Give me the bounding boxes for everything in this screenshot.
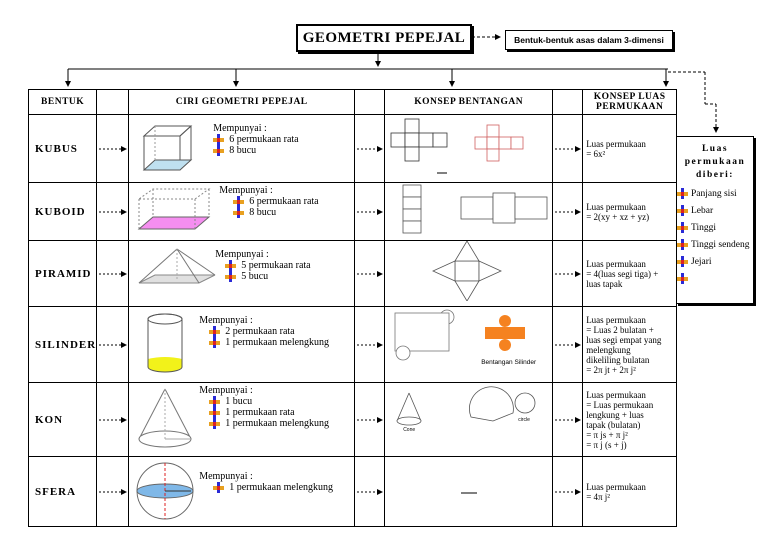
- dashed-arrow-icon: [555, 341, 581, 349]
- properties-cell: Mempunyai : 5 permukaan rata 5 bucu: [129, 241, 355, 307]
- bullet-icon: [213, 145, 225, 156]
- bullet-icon: [677, 273, 688, 284]
- dashed-arrow-icon: [555, 145, 581, 153]
- dashed-arrow-icon: [99, 145, 127, 153]
- cuboid-net: [385, 183, 551, 235]
- properties-cell: Mempunyai : 1 permukaan melengkung: [129, 457, 355, 527]
- cube-figure: [139, 122, 197, 174]
- bullet-icon: [233, 207, 245, 218]
- cylinder-figure: [143, 311, 187, 377]
- net-caption: circle: [518, 417, 530, 423]
- definition-box: Bentuk-bentuk asas dalam 3-dimensi: [505, 30, 673, 50]
- bullet-icon: [677, 205, 688, 216]
- shape-name: KUBUS: [29, 115, 97, 183]
- bullet-icon: [677, 239, 688, 250]
- bullet-icon: [209, 326, 221, 337]
- header-bentuk: BENTUK: [29, 90, 97, 115]
- list-item: Tinggi: [677, 222, 753, 237]
- header-bentangan: KONSEP BENTANGAN: [385, 90, 553, 115]
- header-luas: KONSEP LUAS PERMUKAAN: [583, 90, 677, 115]
- properties-cell: Mempunyai : 1 bucu 1 permukaan rata 1 permukaan melengkung: [129, 383, 355, 457]
- surface-area-inputs-box: [676, 136, 754, 304]
- area-formula: Luas permukaan = 2(xy + xz + yz): [583, 183, 677, 241]
- dashed-arrow-icon: [357, 145, 383, 153]
- dashed-arrow-icon: [357, 341, 383, 349]
- properties-cell: Mempunyai : 2 permukaan rata 1 permukaan melengkung: [129, 307, 355, 383]
- dashed-arrow-icon: [357, 208, 383, 216]
- page-title: GEOMETRI PEPEJAL: [296, 24, 472, 52]
- bullet-icon: [233, 196, 245, 207]
- shape-name: KUBOID: [29, 183, 97, 241]
- net-cell: [385, 383, 553, 457]
- area-formula: Luas permukaan = Luas 2 bulatan + luas segi empat yang melengkung dikeliling bulatan = 2π jt + 2π j²: [583, 307, 677, 383]
- shape-name: SILINDER: [29, 307, 97, 383]
- bullet-icon: [209, 407, 221, 418]
- net-cell: [385, 457, 553, 527]
- geometry-table: [28, 89, 677, 527]
- table-row: [29, 115, 677, 183]
- dashed-arrow-icon: [357, 270, 383, 278]
- bullet-icon: [677, 188, 688, 199]
- net-cell: [385, 241, 553, 307]
- list-item: Jejari: [677, 256, 753, 271]
- bullet-icon: [209, 418, 221, 429]
- header-ciri: CIRI GEOMETRI PEPEJAL: [129, 90, 355, 115]
- dashed-arrow-icon: [99, 208, 127, 216]
- bullet-icon: [213, 482, 225, 493]
- net-cell: [385, 307, 553, 383]
- cuboid-figure: [135, 187, 221, 235]
- bullet-icon: [677, 222, 688, 233]
- net-cell: [385, 115, 553, 183]
- properties-cell: Mempunyai : 6 permukaan rata 8 bucu: [129, 115, 355, 183]
- properties-cell: Mempunyai : 6 permukaan rata 8 bucu: [129, 183, 355, 241]
- net-cell: [385, 183, 553, 241]
- luas-heading-2: permukaan: [684, 157, 746, 167]
- pyramid-net: [385, 241, 551, 301]
- table-row: [29, 241, 677, 307]
- cube-net: [385, 115, 551, 177]
- list-item: [677, 273, 753, 288]
- dashed-arrow-icon: [99, 341, 127, 349]
- area-formula: Luas permukaan = 4(luas segi tiga) + luas tapak: [583, 241, 677, 307]
- dashed-arrow-icon: [357, 488, 383, 496]
- area-formula: Luas permukaan = 6x²: [583, 115, 677, 183]
- no-net-dash: [459, 490, 479, 496]
- bullet-icon: [209, 337, 221, 348]
- list-item: Lebar: [677, 205, 753, 220]
- area-formula: Luas permukaan = 4π j²: [583, 457, 677, 527]
- dashed-arrow-icon: [99, 416, 127, 424]
- luas-heading-3: diberi:: [696, 170, 734, 180]
- dashed-arrow-icon: [555, 270, 581, 278]
- shape-name: KON: [29, 383, 97, 457]
- shape-name: PIRAMID: [29, 241, 97, 307]
- dashed-arrow-icon: [99, 270, 127, 278]
- net-caption: Cone: [403, 427, 416, 433]
- list-item: Panjang sisi: [677, 188, 753, 203]
- table-row: [29, 383, 677, 457]
- shape-name: SFERA: [29, 457, 97, 527]
- sphere-figure: [133, 461, 197, 521]
- bullet-icon: [225, 260, 237, 271]
- bullet-icon: [209, 396, 221, 407]
- luas-heading-1: Luas: [701, 144, 729, 154]
- net-caption: Bentangan Silinder: [481, 359, 537, 366]
- bullet-icon: [225, 271, 237, 282]
- area-formula: Luas permukaan = Luas permukaan lengkung + luas tapak (bulatan) = π js + π j² = π j (s + j): [583, 383, 677, 457]
- dashed-arrow-icon: [555, 416, 581, 424]
- table-row: [29, 183, 677, 241]
- dashed-arrow-icon: [555, 488, 581, 496]
- pyramid-figure: [135, 247, 219, 295]
- cylinder-net: [385, 307, 551, 377]
- table-row: [29, 307, 677, 383]
- bullet-icon: [213, 134, 225, 145]
- cone-figure: [135, 387, 195, 451]
- table-row: [29, 457, 677, 527]
- dashed-arrow-icon: [357, 416, 383, 424]
- dashed-arrow-icon: [99, 488, 127, 496]
- list-item: Tinggi sendeng: [677, 239, 753, 254]
- dashed-arrow-icon: [555, 208, 581, 216]
- bullet-icon: [677, 256, 688, 267]
